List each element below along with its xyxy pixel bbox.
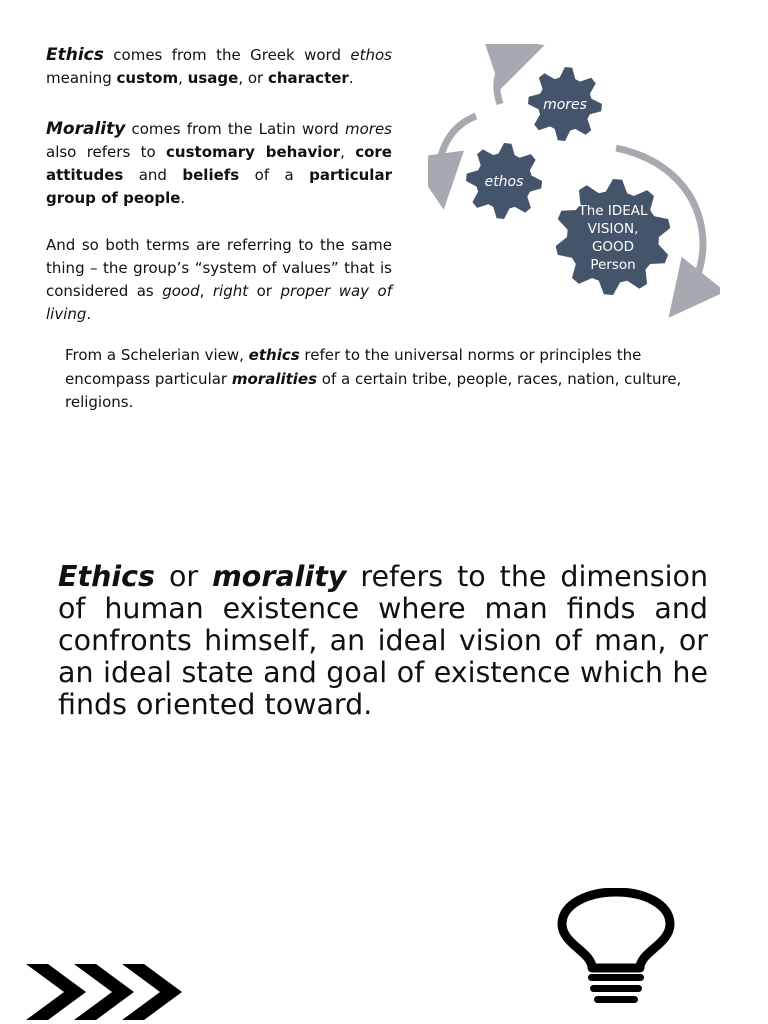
triple-chevron-right-icon [26,964,186,1020]
gear-ideal-line-1: The IDEAL [578,203,648,219]
arrow-to-mores [497,54,518,104]
lightbulb-base-ring-2 [590,985,642,992]
lightbulb-icon [552,888,682,1008]
gear-mores-label: mores [543,97,587,113]
gear-ideal-line-3: GOOD [591,239,635,255]
gear-ideal-shape [556,179,671,295]
arrow-to-ethos [439,116,476,182]
morality-term: Morality [46,119,126,139]
gear-ethos-label: ethos [484,174,524,190]
gear-ideal [556,179,671,295]
lightbulb-glass [562,892,670,968]
gear-ethos [466,143,542,219]
system-of-values-paragraph: And so both terms are referring to the same thing – the group’s “system of values” that is considered as good, right or proper way of living. [46,236,392,323]
gear-ideal-line-4: Person [590,257,636,273]
latin-word: mores [345,120,392,138]
ethics-etymology-paragraph: Ethics comes from the Greek word ethos meaning custom, usage, or character. [46,45,392,87]
lightbulb-base-ring-3 [594,996,638,1003]
gear-mores [528,67,602,141]
gear-diagram [428,44,720,320]
greek-word: ethos [350,46,392,64]
gear-ideal-line-2: VISION, [587,221,639,237]
ethics-term: Ethics [46,45,104,65]
chevron-1 [26,964,86,1020]
schelerian-view-paragraph: From a Schelerian view, ethics refer to the universal norms or principles the encompass particular moralities of a certain tribe, people, races, nation, culture, religions. [65,346,682,411]
lightbulb-base-ring-1 [588,974,644,981]
ethics-definition: Ethics or morality refers to the dimension of human existence where man finds and confronts himself, an ideal vision of man, or an ideal state and goal of existence which he finds oriented toward. [58,560,709,721]
morality-etymology-paragraph: Morality comes from the Latin word mores also refers to customary behavior, core attitudes and beliefs of a particular group of people. [46,119,392,207]
